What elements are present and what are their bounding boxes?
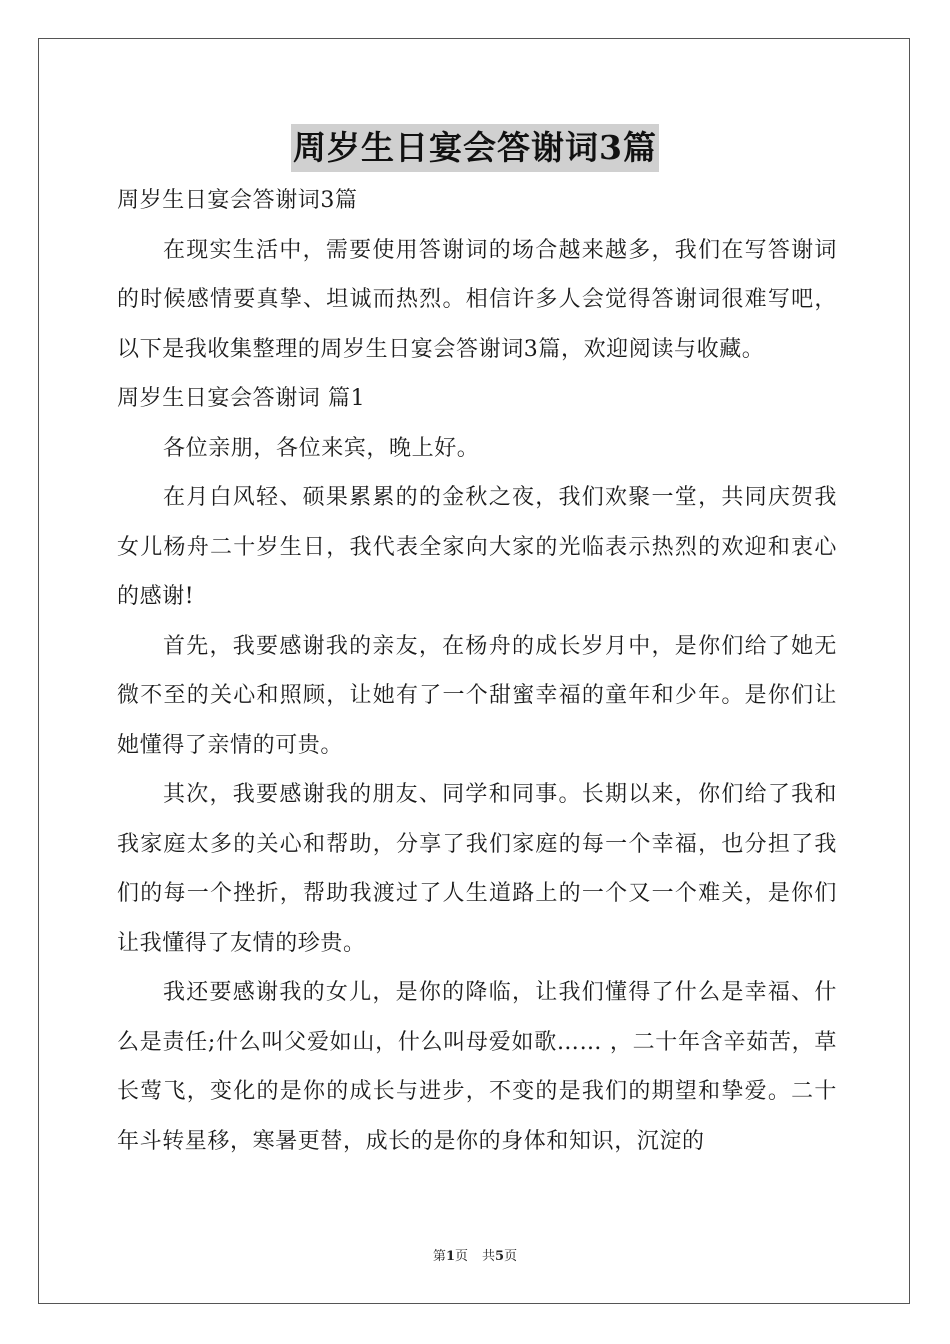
body-paragraph: 其次，我要感谢我的朋友、同学和同事。长期以来，你们给了我和我家庭太多的关心和帮助，分享了我们家庭的每一个幸福，也分担了我们的每一个挫折，帮助我渡过了人生道路上的一个又一个难关，是你们让我懂得了友情的珍贵。	[117, 782, 837, 956]
document-body	[117, 176, 837, 1166]
section-heading: 周岁生日宴会答谢词 篇1	[117, 386, 366, 411]
body-paragraph: 首先，我要感谢我的亲友，在杨舟的成长岁月中，是你们给了她无微不至的关心和照顾，让她有了一个甜蜜幸福的童年和少年。是你们让她懂得了亲情的可贵。	[117, 633, 837, 758]
total-label-prefix: 共	[482, 1249, 496, 1264]
title-container	[0, 124, 950, 172]
page-label-prefix: 第	[432, 1249, 446, 1264]
body-paragraph: 我还要感谢我的女儿，是你的降临，让我们懂得了什么是幸福、什么是责任;什么叫父爱如山，什么叫母爱如歌…… ，二十年含辛茹苦，草长莺飞，变化的是你的成长与进步，不变的是我们的期望和挚爱。二十年斗转星移，寒暑更替，成长的是你的身体和知识，沉淀的	[117, 980, 837, 1154]
total-label-suffix: 页	[504, 1249, 518, 1264]
current-page-number: 1	[445, 1249, 455, 1264]
body-paragraph: 在月白风轻、硕果累累的的金秋之夜，我们欢聚一堂，共同庆贺我女儿杨舟二十岁生日，我代表全家向大家的光临表示热烈的欢迎和衷心的感谢!	[117, 485, 837, 609]
greeting-paragraph: 各位亲朋，各位来宾，晚上好。	[163, 435, 480, 461]
subtitle-paragraph: 周岁生日宴会答谢词3篇	[117, 188, 358, 213]
document-title: 周岁生日宴会答谢词3篇	[291, 124, 659, 172]
intro-paragraph: 在现实生活中，需要使用答谢词的场合越来越多，我们在写答谢词的时候感情要真挚、坦诚而热烈。相信许多人会觉得答谢词很难写吧，以下是我收集整理的周岁生日宴会答谢词3篇，欢迎阅读与收藏。	[117, 237, 837, 362]
page-label-suffix: 页	[454, 1249, 468, 1264]
page-footer	[0, 1248, 950, 1266]
total-page-number: 5	[495, 1249, 505, 1264]
